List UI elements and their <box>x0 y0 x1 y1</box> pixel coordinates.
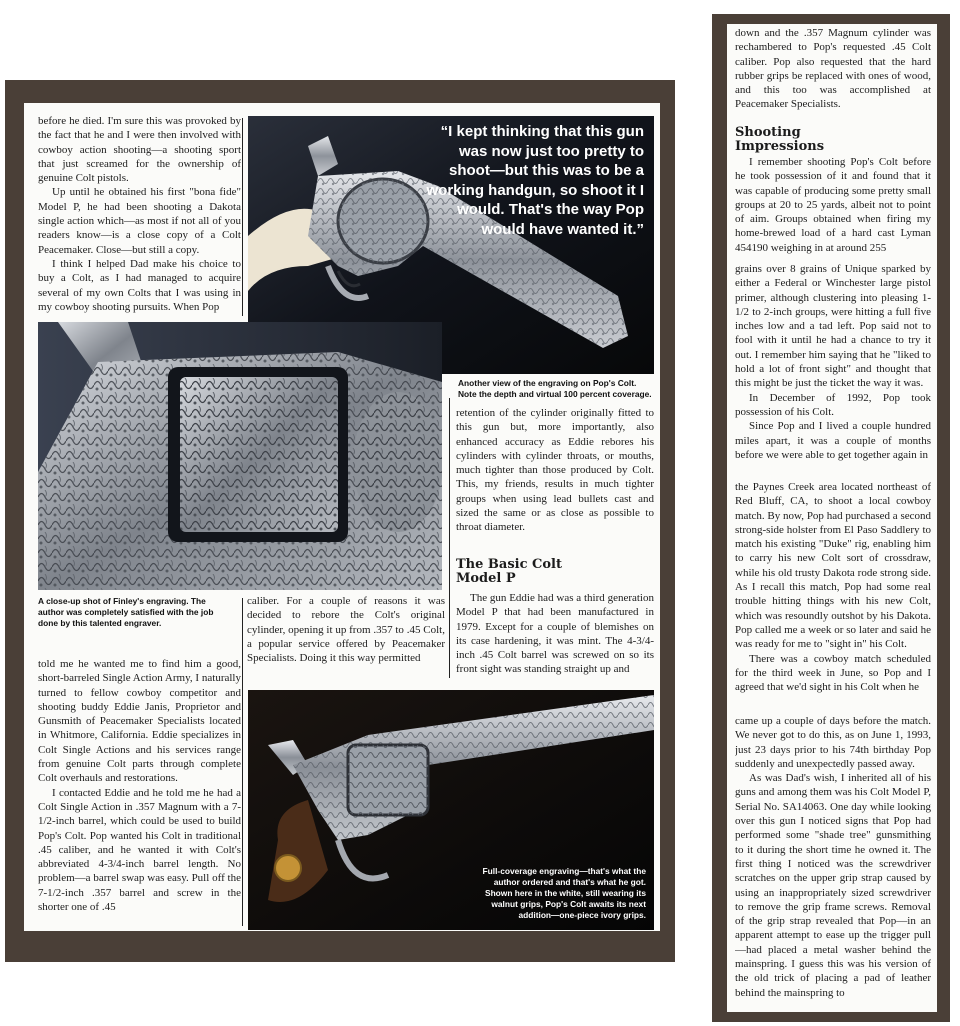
paragraph: There was a cowboy match scheduled for the third week in June, so Pop and I agreed that we'd sight in his Colt when he <box>735 652 931 694</box>
paragraph: In December of 1992, Pop took possession of his Colt. <box>735 391 931 418</box>
caption-closeup: A close-up shot of Finley's engraving. The author was completely satisfied with the job done by this talented engraver. <box>38 596 214 628</box>
pull-quote: “I kept thinking that this gun was now just too pretty to shoot—but this was to be a working handgun, so shoot it I would. That's the way Pop would have wanted it.” <box>426 123 644 238</box>
paragraph: The gun Eddie had was a third generation Model P that had been manufactured in 1979. Except for a couple of blemishes on its case hardening, it was mint. The 4-3/4-inch .45 Colt barrel was screwed on so its front sight was standing straight up and <box>456 592 654 676</box>
column-rule <box>449 398 450 678</box>
paragraph: I think I helped Dad make his choice to buy a Colt, as I had managed to acquire several of my own Colts that I was using in my cowboy shooting pursuits. When Pop <box>38 257 241 313</box>
caption-top-photo: Another view of the engraving on Pop's Colt. Note the depth and virtual 100 percent coverage. <box>458 378 652 399</box>
right-block3-text <box>735 262 931 476</box>
paragraph: told me he wanted me to find him a good, short-barreled Single Action Army, I naturally turned to fellow cowboy competitor and shooting buddy Eddie Janis, Proprietor and Gunsmith of Peacemaker Specialists located in Whitmore, California. Eddie specializes in Colt Single Actions and his services range from genuine Colt parts through complete Colt overhauls and restorations. <box>38 658 241 785</box>
column-rule <box>242 118 243 316</box>
right-block4-text <box>735 480 931 710</box>
left-col3-basic-text <box>456 591 654 679</box>
caption-bottom-photo: Full-coverage engraving—that's what the author ordered and that's what he got. Shown here in the white, still wearing its walnut grips, Pop's Colt awaits its next addition—one-piece ivory grips. <box>482 866 646 920</box>
right-block5-text <box>735 714 931 1010</box>
paragraph: retention of the cylinder originally fitted to this gun but, more importantly, also enhanced accuracy as Eddie rebores his cylinders with cylinder throats, or mouths, much tighter than those produced by Colt. This, my friends, results in much tighter groups when using lead bullets cast and sized the same or as close as possible to throat diameter. <box>456 407 654 534</box>
right-block2-text <box>735 155 931 258</box>
heading-basic-colt: The Basic Colt Model P <box>456 557 562 586</box>
right-block1-text <box>735 26 931 114</box>
paragraph: Since Pop and I lived a couple hundred miles apart, it was a couple of months before we were able to get together again in <box>735 420 931 461</box>
left-col2-mid-text <box>247 594 445 680</box>
paragraph: before he died. I'm sure this was provoked by the fact that he and I were then involved with cowboy action shooting—a shooting sport that just screamed for the ownership of genuine Colt pistols. <box>38 115 241 185</box>
left-col3-text <box>456 406 654 554</box>
paragraph: I contacted Eddie and he told me he had a Colt Single Action in .357 Magnum with a 7-1/2-inch barrel, which could be used to build Pop's Colt. Pop wanted his Colt in traditional .45 caliber, and he wanted it with Colt's abbreviated 4-3/4-inch barrel length. No problem—a barrel swap was easy. Pull off the 7-1/2-inch .357 barrel and screw in the shorter one of .45 <box>38 786 241 914</box>
column-rule <box>242 598 243 926</box>
paragraph: Up until he obtained his first "bona fide" Model P, he had been shooting a Dakota single action which—as most if not all of you readers know—is a close copy of a Colt Peacemaker. Close—but still a copy. <box>38 186 241 256</box>
left-col1-bottom-text <box>38 657 241 929</box>
heading-shooting-impressions: Shooting Impressions <box>735 125 825 154</box>
left-col1-top-text <box>38 114 241 317</box>
paragraph: came up a couple of days before the match. We never got to do this, as on June 1, 1993, just 23 days prior to his 74th birthday Pop suddenly and unexpectedly passed away. <box>735 715 931 770</box>
photo-engraving-closeup <box>38 322 442 590</box>
paragraph: caliber. For a couple of reasons it was decided to rebore the Colt's original cylinder, opening it up from .357 to .45 Colt, a popular service offered by Peacemaker Specialists. Doing it this way permitted <box>247 595 445 665</box>
paragraph: grains over 8 grains of Unique sparked by either a Federal or Winchester large pistol primer, although clustering into pleasing 1-1/2 to 2-inch groups, were hitting a full five inches low and a tad left. Pop said not to fool with it until he had a chance to try it out. I remember him saying that he "liked to hold a lot of front sight" and thought that this might be just the ticket the way it was. <box>735 263 931 390</box>
paragraph: As was Dad's wish, I inherited all of his guns and among them was his Colt Model P, Serial No. SA14063. One day while looking over this gun I noticed signs that Pop had performed some "shade tree" gunsmithing to it during the short time he owned it. The first thing I noticed was the screwdriver scratches on the upper grip strap caused by using an inappropriately sized screwdriver to remove the grip frame screws. Removal of the grip strap revealed that Pop—in an apparent attempt to ease up the trigger pull—had placed a metal washer behind the mainspring. I guess this was his version of the old trick of placing a pad of leather behind the mainspring to <box>735 772 931 999</box>
paragraph: I remember shooting Pop's Colt before he took possession of it and found that it was capable of producing some pretty small groups at 20 to 25 yards, albeit not to point of aim. Groups obtained when firing my home-brewed load of a hard cast Lyman 454190 weighing in at around 255 <box>735 156 931 254</box>
paragraph: the Paynes Creek area located northeast of Red Bluff, CA, to shoot a local cowboy match. By now, Pop had purchased a second strong-side holster from El Paso Saddlery to match his existing "Duke" rig, enabling him to carry his new Colt sort of crossdraw, while his old trusty Dakota rode strong side. As I recall this match, Pop had some real trouble hitting things with his new Colt, which was resoundly outshot by his Dakota. Pop called me a week or so later and said he was ready for me to "sight in" his Colt. <box>735 481 931 651</box>
paragraph: down and the .357 Magnum cylinder was rechambered to Pop's requested .45 Colt caliber. Pop also requested that the hard rubber grips be replaced with ones of wood, and this too was accomplished at Peacemaker Specialists. <box>735 27 931 111</box>
